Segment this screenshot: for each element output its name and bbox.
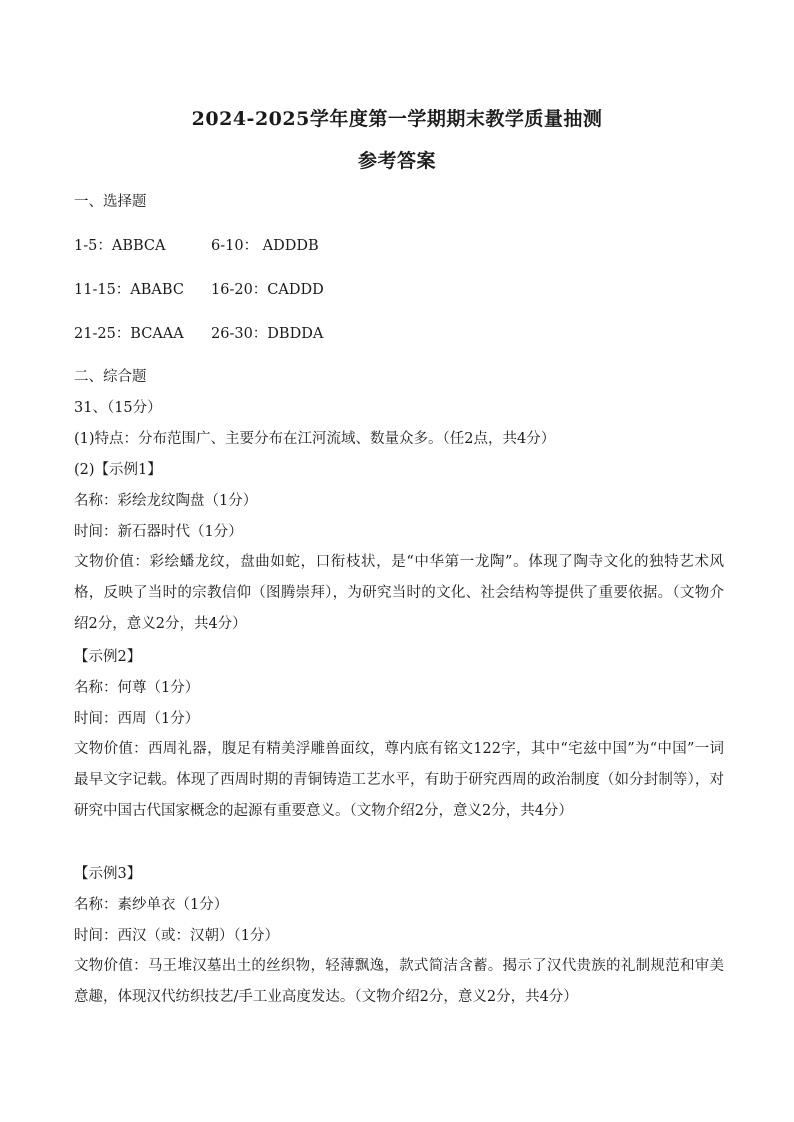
- example2-time: 时间：西周（1分）: [74, 711, 200, 727]
- example3-value: 文物价值：马王堆汉墓出土的丝织物，轻薄飘逸，款式简洁含蓄。揭示了汉代贵族的礼制规范和审美意趣，体现汉代纺织技艺/手工业高度发达。（文物介绍2分，意义2分，共4分）: [74, 958, 724, 1005]
- example1-name: 名称：彩绘龙纹陶盘（1分）: [74, 493, 258, 509]
- answer-row-2-right: 16-20：CADDD: [211, 282, 324, 298]
- document-title: 2024-2025学年度第一学期期末教学质量抽测: [191, 108, 603, 130]
- q31-part1: (1)特点：分布范围广、主要分布在江河流域、数量众多。（任2点，共4分）: [74, 431, 556, 447]
- example3-time: 时间：西汉（或：汉朝）（1分）: [74, 928, 279, 944]
- answer-row-3-left: 21-25：BCAAA: [74, 326, 184, 342]
- answer-row-1-left: 1-5：ABBCA: [74, 238, 166, 254]
- answer-row-2-left: 11-15：ABABC: [74, 282, 184, 298]
- example2-value: 文物价值：西周礼器，腹足有精美浮雕兽面纹，尊内底有铭文122字，其中“宅兹中国”为“中国”一词最早文字记载。体现了西周时期的青铜铸造工艺水平，有助于研究西周的政治制度（如分封制等），对研究中国古代国家概念的起源有重要意义。（文物介绍2分，意义2分，共4分）: [74, 741, 724, 819]
- answer-row-3-right: 26-30：DBDDA: [211, 326, 324, 342]
- example1-time: 时间：新石器时代（1分）: [74, 524, 243, 540]
- example2-name: 名称：何尊（1分）: [74, 680, 200, 696]
- example2-label: 【示例2】: [74, 649, 142, 665]
- document-subtitle: 参考答案: [357, 150, 436, 172]
- section2-heading: 二、综合题: [74, 369, 147, 385]
- answer-row-1-right: 6-10： ADDDB: [211, 238, 319, 254]
- q31-part2-label: (2)【示例1】: [74, 462, 162, 478]
- example3-label: 【示例3】: [74, 866, 142, 882]
- example1-value: 文物价值：彩绘蟠龙纹，盘曲如蛇，口衔枝状，是“中华第一龙陶”。体现了陶寺文化的独特艺术风格，反映了当时的宗教信仰（图腾崇拜），为研究当时的文化、社会结构等提供了重要依据。（文物介绍2分，意义2分，共4分）: [74, 554, 724, 632]
- example3-name: 名称：素纱单衣（1分）: [74, 897, 229, 913]
- section1-heading: 一、选择题: [74, 194, 147, 210]
- question-31: 31、（15分）: [74, 400, 162, 416]
